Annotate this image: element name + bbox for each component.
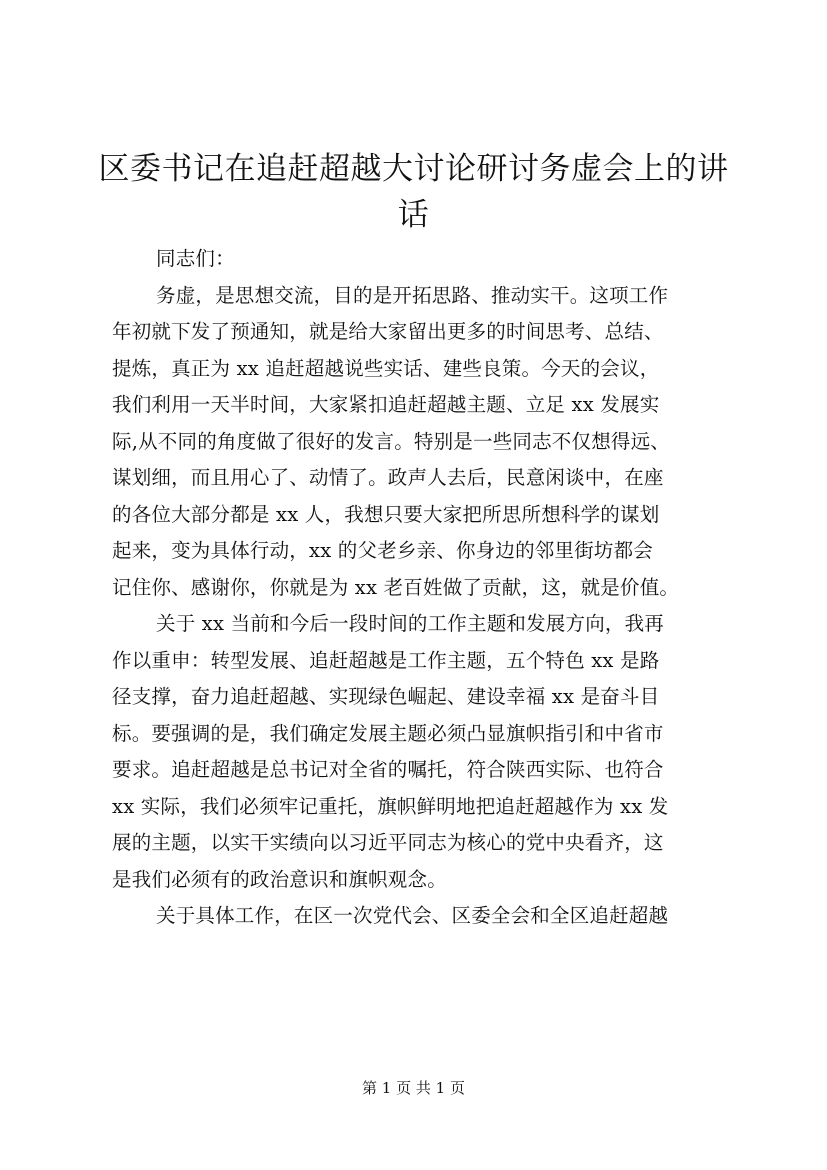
document-title <box>90 146 737 238</box>
body-line: 径支撑，奋力追赶超越、实现绿色崛起、建设幸福 xx 是奋斗目 <box>112 685 660 708</box>
body-line: 要求。追赶超越是总书记对全省的嘱托，符合陕西实际、也符合 <box>112 758 664 781</box>
body-line: 我们利用一天半时间，大家紧扣追赶超越主题、立足 xx 发展实 <box>112 393 660 416</box>
body-line: 标。要强调的是，我们确定发展主题必须凸显旗帜指引和中省市 <box>112 721 664 745</box>
title-line-1: 区委书记在追赶超越大讨论研讨务虚会上的讲 <box>98 151 729 187</box>
document-body <box>112 241 740 935</box>
body-line: 的各位大部分都是 xx 人，我想只要大家把所思所想科学的谋划 <box>112 502 660 526</box>
page-footer: 第 1 页 共 1 页 <box>362 1079 465 1097</box>
body-line: 是我们必须有的政治意识和旗帜观念。 <box>112 867 447 891</box>
body-line: 年初就下发了预通知，就是给大家留出更多的时间思考、总结、 <box>112 320 664 343</box>
body-line: 际,从不同的角度做了很好的发言。特别是一些同志不仅想得远、 <box>112 429 670 453</box>
title-line-2: 话 <box>397 197 430 233</box>
body-line: 记住你、感谢你，你就是为 xx 老百姓做了贡献，这，就是价值。 <box>112 575 680 599</box>
body-line: 务虚，是思想交流，目的是开拓思路、推动实干。这项工作 <box>156 283 669 307</box>
body-line: xx 实际，我们必须牢记重托，旗帜鲜明地把追赶超越作为 xx 发 <box>112 794 669 818</box>
body-line: 起来，变为具体行动，xx 的父老乡亲、你身边的邻里街坊都会 <box>112 539 653 562</box>
body-line: 作以重申：转型发展、追赶超越是工作主题，五个特色 xx 是路 <box>112 648 660 672</box>
body-line: 关于 xx 当前和今后一段时间的工作主题和发展方向，我再 <box>156 612 664 635</box>
body-line: 提炼，真正为 xx 追赶超越说些实话、建些良策。今天的会议， <box>112 356 660 380</box>
body-line: 同志们： <box>156 247 235 270</box>
body-line: 关于具体工作，在区一次党代会、区委全会和全区追赶超越 <box>156 904 669 927</box>
body-line: 谋划细，而且用心了、动情了。政声人去后，民意闲谈中，在座 <box>112 466 664 489</box>
body-line: 展的主题，以实干实绩向以习近平同志为核心的党中央看齐，这 <box>112 831 664 854</box>
